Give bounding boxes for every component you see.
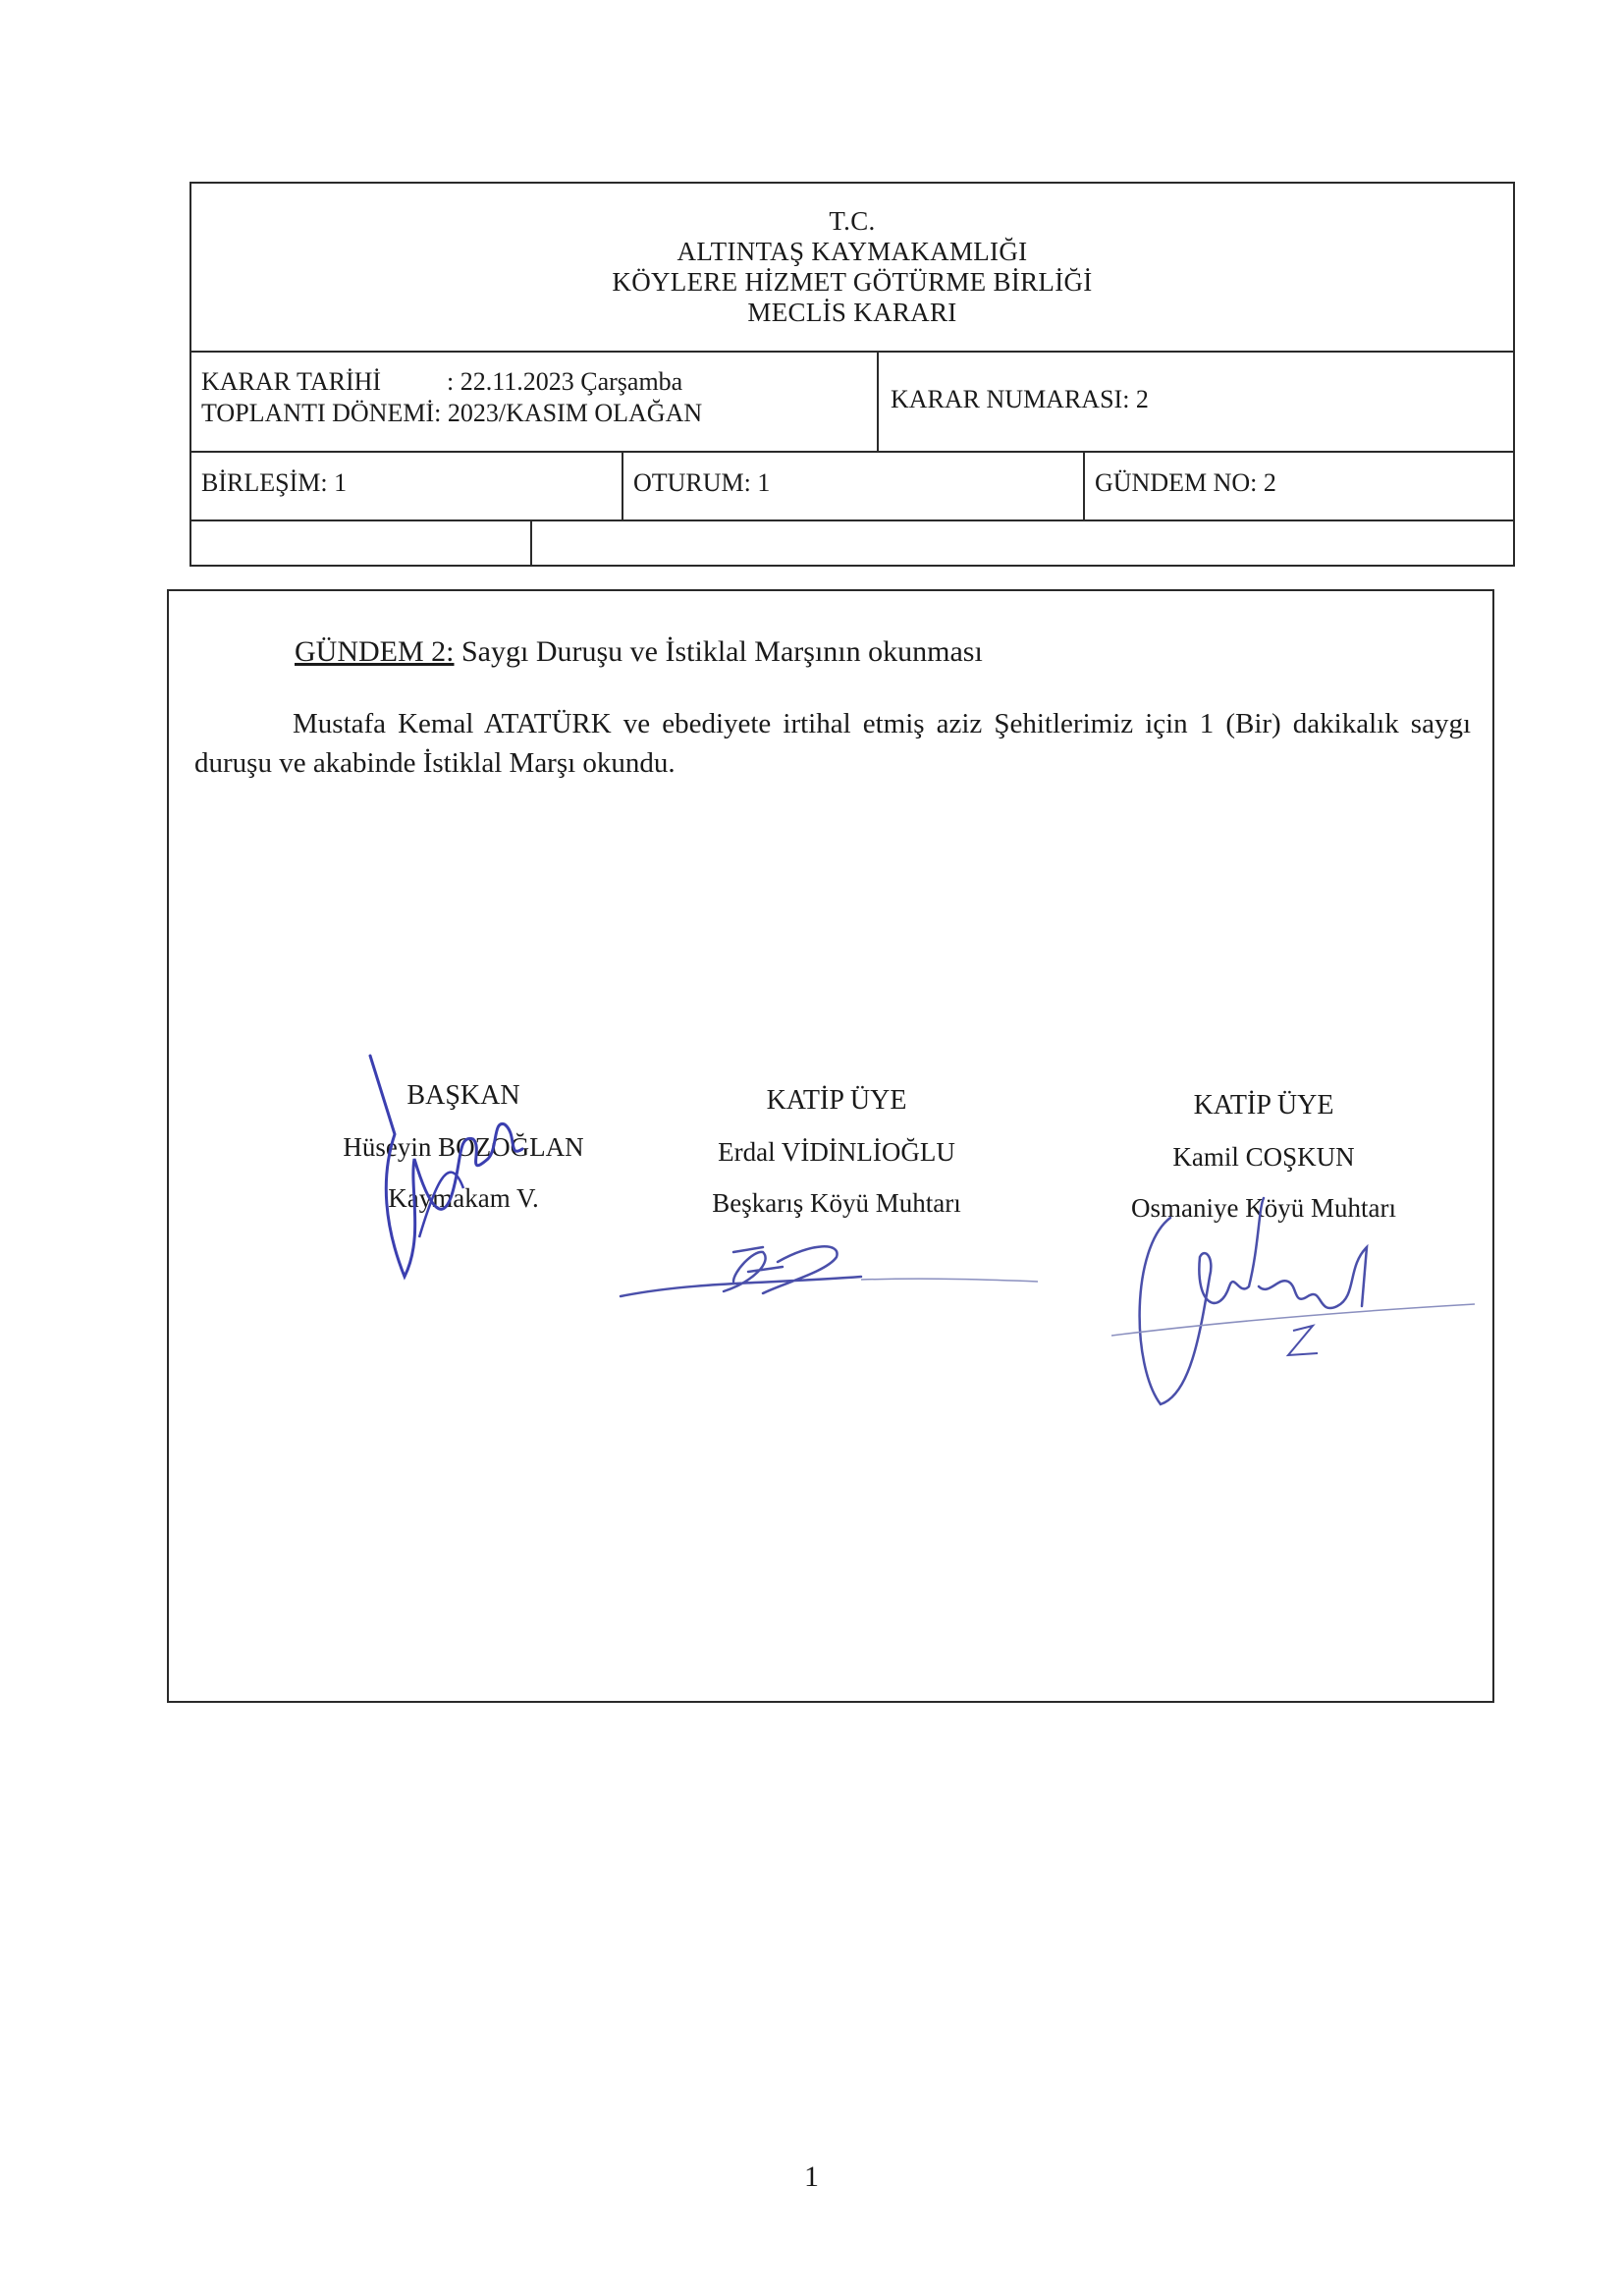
toplanti-value: : 2023/KASIM OLAĞAN bbox=[434, 399, 703, 427]
date-cell bbox=[191, 353, 879, 451]
oturum-cell: OTURUM: 1 bbox=[623, 451, 1085, 519]
decision-paragraph: Mustafa Kemal ATATÜRK ve ebediyete irtihal etmiş aziz Şehitlerimiz için 1 (Bir) dakikalık saygı duruşu ve akabinde İstiklal Marşı okundu. bbox=[194, 708, 1471, 779]
header-row-empty bbox=[191, 519, 1513, 565]
signature-name: Erdal VİDİNLİOĞLU bbox=[718, 1137, 955, 1167]
handwritten-signature-katip-2 bbox=[1111, 1188, 1485, 1414]
birlesim-cell: BİRLEŞİM: 1 bbox=[191, 451, 623, 519]
header-line-kaymakamlik: ALTINTAŞ KAYMAKAMLIĞI bbox=[676, 237, 1028, 266]
handwritten-signature-katip-1 bbox=[616, 1223, 1048, 1311]
gundem-no-cell: GÜNDEM NO: 2 bbox=[1095, 468, 1276, 497]
karar-tarihi-label: KARAR TARİHİ bbox=[201, 367, 382, 396]
handwritten-signature-baskan bbox=[336, 1041, 552, 1296]
agenda-heading bbox=[295, 635, 983, 669]
karar-numarasi: KARAR NUMARASI: 2 bbox=[891, 385, 1149, 413]
empty-row-divider bbox=[530, 519, 532, 565]
header-table bbox=[189, 182, 1515, 567]
signature-name: Kamil COŞKUN bbox=[1172, 1142, 1355, 1172]
header-line-tc: T.C. bbox=[829, 206, 876, 236]
signature-role: KATİP ÜYE bbox=[766, 1085, 907, 1116]
header-line-birlik: KÖYLERE HİZMET GÖTÜRME BİRLİĞİ bbox=[612, 267, 1093, 297]
toplanti-label: TOPLANTI DÖNEMİ bbox=[201, 399, 435, 427]
signature-title: Osmaniye Köyü Muhtarı bbox=[1131, 1193, 1396, 1223]
signature-title: Kaymakam V. bbox=[388, 1183, 539, 1213]
header-row-session bbox=[191, 451, 1513, 521]
signature-block-baskan bbox=[316, 1070, 611, 1224]
signature-role: BAŞKAN bbox=[406, 1080, 520, 1111]
signature-name: Hüseyin BOZOĞLAN bbox=[343, 1132, 584, 1162]
signature-block-katip-1 bbox=[630, 1075, 1043, 1229]
agenda-label: GÜNDEM 2: bbox=[295, 635, 455, 668]
signature-role: KATİP ÜYE bbox=[1193, 1090, 1334, 1121]
page-number: 1 bbox=[804, 2160, 819, 2193]
decision-body bbox=[167, 589, 1494, 1703]
header-title-block bbox=[191, 184, 1513, 353]
signature-block-katip-2 bbox=[1072, 1080, 1455, 1233]
header-line-meclis-karari: MECLİS KARARI bbox=[747, 298, 957, 327]
header-row-date bbox=[191, 353, 1513, 453]
signature-title: Beşkarış Köyü Muhtarı bbox=[712, 1188, 961, 1218]
karar-tarihi-value: : 22.11.2023 Çarşamba bbox=[447, 367, 683, 396]
agenda-text: Saygı Duruşu ve İstiklal Marşının okunması bbox=[454, 635, 983, 668]
